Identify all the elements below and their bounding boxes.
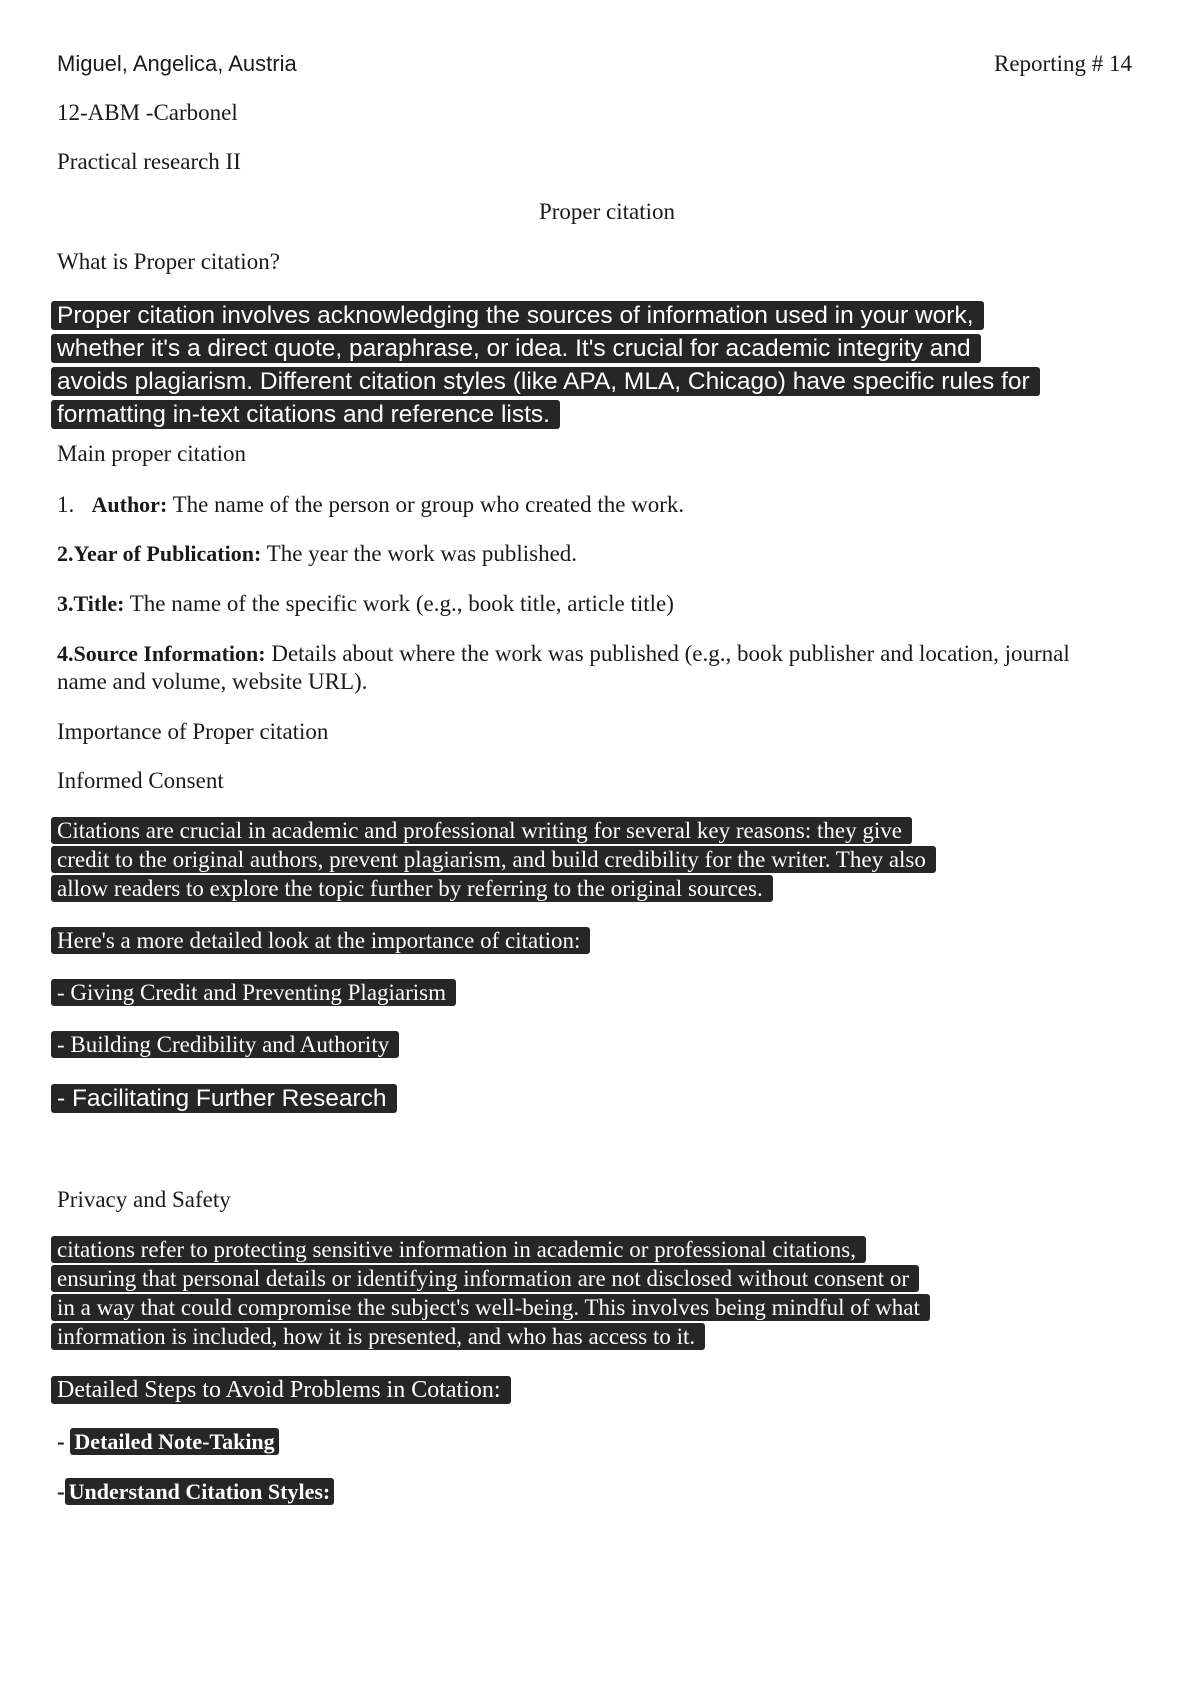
importance-heading: Importance of Proper citation [57,719,329,744]
section-label: 12-ABM -Carbonel [57,100,238,125]
step-note-taking [57,1428,279,1456]
author-names: Miguel, Angelica, Austria [57,51,297,76]
element-description: The name of the specific work (e.g., book title, article title) [124,591,674,616]
step-label: Detailed Note-Taking [70,1428,278,1455]
definition-line: formatting in-text citations and reference lists. [51,400,560,429]
definition-paragraph [51,299,1040,431]
bullet-credit [51,977,456,1009]
document-page [57,0,1157,1696]
main-citation-heading: Main proper citation [57,441,247,466]
privacy-line: citations refer to protecting sensitive information in academic or professional citations, [51,1236,866,1263]
importance-line: allow readers to explore the topic further by referring to the original sources. [51,875,773,902]
importance-line: credit to the original authors, prevent plagiarism, and build credibility for the writer. They also [51,846,936,873]
bullet-credit-text: - Giving Credit and Preventing Plagiarism [51,979,456,1006]
privacy-heading: Privacy and Safety [57,1187,231,1212]
bullet-research-text: - Facilitating Further Research [51,1084,397,1113]
step-dash: - [57,1479,65,1504]
step-citation-styles [57,1478,334,1506]
element-number: 4. [57,641,74,666]
detailed-look-line [51,925,590,957]
definition-line: avoids plagiarism. Different citation styles (like APA, MLA, Chicago) have specific rules for [51,367,1040,396]
privacy-line: in a way that could compromise the subject's well-being. This involves being mindful of what [51,1294,930,1321]
element-description: Details about where the work was published (e.g., book publisher and location, journal name and volume, website URL). [57,641,1070,694]
element-description: The year the work was published. [261,541,578,566]
steps-heading [51,1374,511,1406]
bullet-credibility-text: - Building Credibility and Authority [51,1031,399,1058]
bullet-credibility [51,1029,399,1061]
element-author [57,491,684,519]
element-term: Source Information: [73,641,266,666]
element-number: 1. [57,492,75,517]
privacy-line: information is included, how it is presented, and who has access to it. [51,1323,705,1350]
steps-heading-text: Detailed Steps to Avoid Problems in Cotation: [51,1376,511,1404]
privacy-line: ensuring that personal details or identifying information are not disclosed without consent or [51,1265,919,1292]
definition-line: Proper citation involves acknowledging the sources of information used in your work, [51,301,984,330]
element-title [57,590,674,618]
step-dash: - [57,1429,71,1454]
document-title: Proper citation [538,199,676,224]
importance-line: Citations are crucial in academic and professional writing for several key reasons: they give [51,817,912,844]
element-description: The name of the person or group who created the work. [167,492,685,517]
consent-heading: Informed Consent [57,768,224,793]
element-number: 3. [57,591,74,616]
element-term: Title: [73,591,125,616]
element-term: Year of Publication: [73,541,262,566]
question-heading: What is Proper citation? [57,249,280,274]
privacy-paragraph [51,1234,930,1353]
detailed-look-text: Here's a more detailed look at the importance of citation: [51,927,590,954]
reporting-number: Reporting # 14 [994,51,1132,76]
element-source [57,640,1117,696]
importance-paragraph [51,815,936,905]
element-year [57,540,577,568]
subject-label: Practical research II [57,149,241,174]
bullet-research [51,1082,397,1115]
element-number: 2. [57,541,74,566]
definition-line: whether it's a direct quote, paraphrase, or idea. It's crucial for academic integrity and [51,334,981,363]
element-term: Author: [91,492,168,517]
step-label: Understand Citation Styles: [65,1478,335,1505]
